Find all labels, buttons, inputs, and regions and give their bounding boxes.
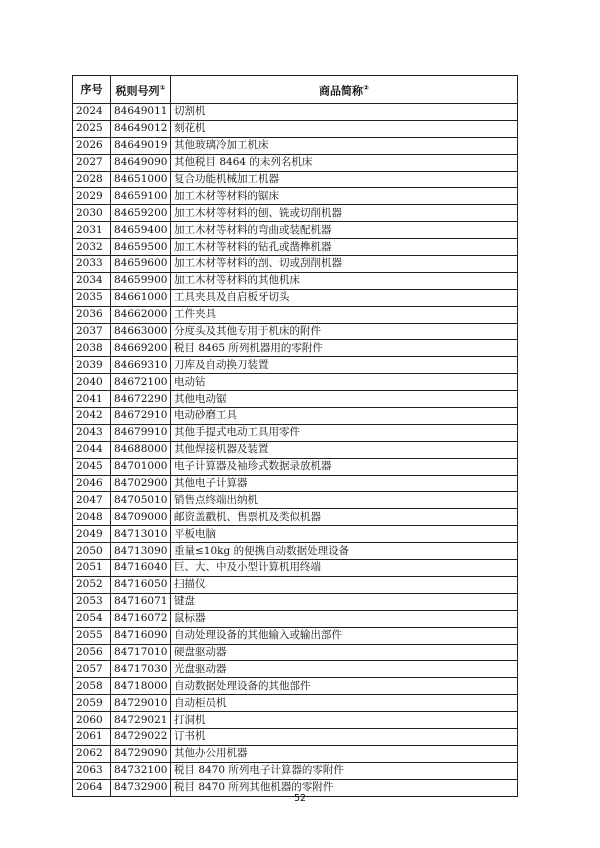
row-product-name: 自动数据处理设备的其他部件 [171,678,518,695]
row-tariff-code: 84732100 [111,762,171,779]
table-row [73,526,518,543]
row-tariff-code: 84663000 [111,323,171,340]
table-row [73,593,518,610]
row-tariff-code: 84659900 [111,272,171,289]
row-product-name: 切割机 [171,104,518,121]
row-tariff-code: 84716040 [111,560,171,577]
row-tariff-code: 84649090 [111,154,171,171]
table-row [73,306,518,323]
row-product-name: 平板电脑 [171,526,518,543]
row-tariff-code: 84672290 [111,391,171,408]
table-row [73,509,518,526]
table-row [73,661,518,678]
row-tariff-code: 84729021 [111,712,171,729]
row-seq: 2033 [73,256,111,273]
row-product-name: 其他手提式电动工具用零件 [171,424,518,441]
table-row [73,424,518,441]
row-seq: 2047 [73,492,111,509]
row-tariff-code: 84713090 [111,543,171,560]
row-tariff-code: 84702900 [111,475,171,492]
row-seq: 2048 [73,509,111,526]
row-product-name: 自动处理设备的其他输入或输出部件 [171,627,518,644]
row-product-name: 硬盘驱动器 [171,644,518,661]
table-row [73,728,518,745]
row-product-name: 自动柜员机 [171,695,518,712]
row-product-name: 加工木材等材料的刨、铣或切削机器 [171,205,518,222]
table-row [73,104,518,121]
row-tariff-code: 84669200 [111,340,171,357]
table-row [73,256,518,273]
row-product-name: 其他玻璃冷加工机床 [171,137,518,154]
table-row [73,340,518,357]
table-row [73,695,518,712]
tariff-table [72,75,518,797]
row-tariff-code: 84649011 [111,104,171,121]
row-tariff-code: 84716072 [111,610,171,627]
table-row [73,408,518,425]
row-seq: 2056 [73,644,111,661]
row-seq: 2044 [73,441,111,458]
row-tariff-code: 84649012 [111,120,171,137]
header-seq: 序号 [73,76,111,104]
row-seq: 2035 [73,289,111,306]
row-product-name: 加工木材等材料的钻孔或凿榫机器 [171,239,518,256]
row-product-name: 刻花机 [171,120,518,137]
row-seq: 2029 [73,188,111,205]
table-row [73,171,518,188]
row-seq: 2064 [73,779,111,796]
row-product-name: 加工木材等材料的弯曲或装配机器 [171,222,518,239]
table-row [73,137,518,154]
row-seq: 2053 [73,593,111,610]
row-product-name: 订书机 [171,728,518,745]
table-row [73,239,518,256]
row-product-name: 加工木材等材料的剖、切或刮削机器 [171,256,518,273]
row-tariff-code: 84659100 [111,188,171,205]
row-seq: 2025 [73,120,111,137]
row-product-name: 其他焊接机器及装置 [171,441,518,458]
row-tariff-code: 84661000 [111,289,171,306]
row-seq: 2061 [73,728,111,745]
table-row [73,289,518,306]
table-row [73,323,518,340]
row-seq: 2045 [73,458,111,475]
row-tariff-code: 84649019 [111,137,171,154]
row-seq: 2041 [73,391,111,408]
row-product-name: 其他电子计算器 [171,475,518,492]
row-seq: 2030 [73,205,111,222]
table-row [73,745,518,762]
page-number: 52 [293,793,307,804]
row-tariff-code: 84717030 [111,661,171,678]
row-tariff-code: 84732900 [111,779,171,796]
row-seq: 2050 [73,543,111,560]
row-tariff-code: 84688000 [111,441,171,458]
header-code: 税则号列① [111,76,171,104]
row-product-name: 键盘 [171,593,518,610]
row-seq: 2042 [73,408,111,425]
row-seq: 2057 [73,661,111,678]
table-row [73,272,518,289]
row-tariff-code: 84717010 [111,644,171,661]
row-product-name: 电动砂磨工具 [171,408,518,425]
table-row [73,458,518,475]
row-product-name: 工件夹具 [171,306,518,323]
table-row [73,610,518,627]
row-seq: 2031 [73,222,111,239]
table-row [73,391,518,408]
row-tariff-code: 84672910 [111,408,171,425]
table-row [73,222,518,239]
table-row [73,576,518,593]
row-product-name: 加工木材等材料的其他机床 [171,272,518,289]
row-product-name: 鼠标器 [171,610,518,627]
row-seq: 2062 [73,745,111,762]
table-row [73,543,518,560]
footnote-marker-2: ② [363,83,369,92]
table-row [73,188,518,205]
table-row [73,205,518,222]
row-product-name: 其他税目 8464 的未列名机床 [171,154,518,171]
row-tariff-code: 84651000 [111,171,171,188]
table-row [73,560,518,577]
table-row [73,475,518,492]
row-tariff-code: 84659400 [111,222,171,239]
row-seq: 2039 [73,357,111,374]
row-tariff-code: 84701000 [111,458,171,475]
row-tariff-code: 84716090 [111,627,171,644]
row-seq: 2037 [73,323,111,340]
row-tariff-code: 84729022 [111,728,171,745]
row-tariff-code: 84662000 [111,306,171,323]
row-product-name: 加工木材等材料的锯床 [171,188,518,205]
row-product-name: 其他办公用机器 [171,745,518,762]
row-seq: 2043 [73,424,111,441]
row-seq: 2060 [73,712,111,729]
row-product-name: 税目 8470 所列其他机器的零附件 [171,779,518,796]
row-seq: 2036 [73,306,111,323]
row-seq: 2049 [73,526,111,543]
table-header-row [73,76,518,104]
row-seq: 2032 [73,239,111,256]
row-product-name: 巨、大、中及小型计算机用终端 [171,560,518,577]
row-product-name: 分度头及其他专用于机床的附件 [171,323,518,340]
row-product-name: 复合功能机械加工机器 [171,171,518,188]
row-tariff-code: 84709000 [111,509,171,526]
row-seq: 2027 [73,154,111,171]
row-product-name: 工具夹具及自启板牙切头 [171,289,518,306]
row-seq: 2055 [73,627,111,644]
row-tariff-code: 84729010 [111,695,171,712]
row-seq: 2051 [73,560,111,577]
row-product-name: 刀库及自动换刀装置 [171,357,518,374]
table-row [73,441,518,458]
table-row [73,492,518,509]
table-row [73,120,518,137]
row-tariff-code: 84659600 [111,256,171,273]
table-row [73,762,518,779]
row-seq: 2054 [73,610,111,627]
row-product-name: 邮资盖戳机、售票机及类似机器 [171,509,518,526]
table-row [73,678,518,695]
row-tariff-code: 84672100 [111,374,171,391]
row-seq: 2046 [73,475,111,492]
row-seq: 2058 [73,678,111,695]
row-seq: 2034 [73,272,111,289]
row-seq: 2028 [73,171,111,188]
row-product-name: 税目 8465 所列机器用的零附件 [171,340,518,357]
table-row [73,374,518,391]
table-row [73,644,518,661]
row-product-name: 电子计算器及袖珍式数据录放机器 [171,458,518,475]
row-tariff-code: 84679910 [111,424,171,441]
row-tariff-code: 84716050 [111,576,171,593]
table-row [73,627,518,644]
table-row [73,357,518,374]
row-tariff-code: 84659200 [111,205,171,222]
row-tariff-code: 84729090 [111,745,171,762]
row-product-name: 光盘驱动器 [171,661,518,678]
table-row [73,712,518,729]
table-row [73,154,518,171]
header-name: 商品简称② [171,76,518,104]
row-tariff-code: 84713010 [111,526,171,543]
table-body [73,104,518,797]
row-seq: 2038 [73,340,111,357]
row-seq: 2024 [73,104,111,121]
row-product-name: 销售点终端出纳机 [171,492,518,509]
row-tariff-code: 84659500 [111,239,171,256]
row-tariff-code: 84718000 [111,678,171,695]
row-seq: 2026 [73,137,111,154]
row-product-name: 税目 8470 所列电子计算器的零附件 [171,762,518,779]
row-seq: 2052 [73,576,111,593]
row-tariff-code: 84716071 [111,593,171,610]
row-product-name: 扫描仪 [171,576,518,593]
footnote-marker-1: ① [159,83,166,92]
row-seq: 2063 [73,762,111,779]
row-product-name: 重量≤10kg 的便携自动数据处理设备 [171,543,518,560]
row-tariff-code: 84669310 [111,357,171,374]
row-seq: 2040 [73,374,111,391]
row-product-name: 其他电动锯 [171,391,518,408]
row-tariff-code: 84705010 [111,492,171,509]
row-product-name: 打洞机 [171,712,518,729]
row-seq: 2059 [73,695,111,712]
row-product-name: 电动钻 [171,374,518,391]
